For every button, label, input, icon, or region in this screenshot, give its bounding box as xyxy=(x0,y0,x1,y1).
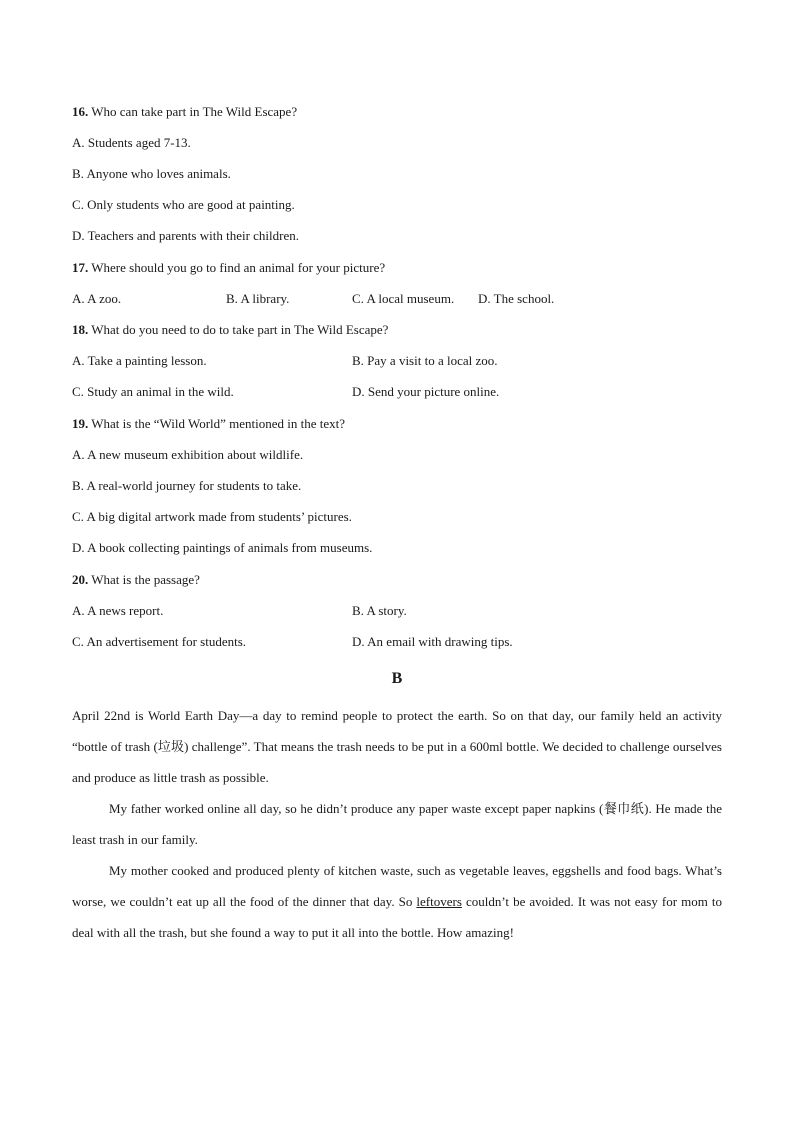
question-number: 20. xyxy=(72,572,89,587)
q20-option-a: A. A news report. xyxy=(72,603,164,618)
question-text: What is the passage? xyxy=(88,572,200,587)
q18-option-c: C. Study an animal in the wild. xyxy=(72,384,234,399)
question-text: What is the “Wild World” mentioned in the text? xyxy=(88,416,346,431)
q19-option-c: C. A big digital artwork made from students’ pictures. xyxy=(72,509,352,524)
question-number: 18. xyxy=(72,322,89,337)
underlined-word-leftovers: leftovers xyxy=(416,894,462,909)
q17-option-a: A. A zoo. xyxy=(72,291,122,306)
q19-option-d: D. A book collecting paintings of animals from museums. xyxy=(72,540,373,555)
question-text: What do you need to do to take part in The Wild Escape? xyxy=(88,322,389,337)
q18-option-a: A. Take a painting lesson. xyxy=(72,353,207,368)
question-number: 17. xyxy=(72,260,89,275)
question-text: Who can take part in The Wild Escape? xyxy=(88,104,298,119)
paragraph-text: couldn’t be avoided. It was not easy for mom to deal with all the trash, but she found a way to put it all into the bottle. How amazing! xyxy=(72,894,722,940)
q20-option-d: D. An email with drawing tips. xyxy=(352,634,513,649)
q16-option-a: A. Students aged 7-13. xyxy=(72,135,191,150)
section-b-paragraph-1: April 22nd is World Earth Day—a day to remind people to protect the earth. So on that day, our family held an activity “bottle of trash (垃圾) challenge”. That means the trash needs to be put in a 600ml bottle. We decided to challenge ourselves and produce as little trash as possible. xyxy=(72,708,722,785)
q20-option-c: C. An advertisement for students. xyxy=(72,634,247,649)
question-number: 19. xyxy=(72,416,89,431)
section-b-paragraph-3 xyxy=(72,855,722,948)
question-text: Where should you go to find an animal for your picture? xyxy=(88,260,386,275)
section-b-paragraph-2: My father worked online all day, so he didn’t produce any paper waste except paper napkins (餐巾纸). He made the least trash in our family. xyxy=(72,801,722,847)
question-17-stem xyxy=(72,260,385,276)
paragraph-text: My mother cooked and produced plenty of kitchen waste, such as vegetable leaves, eggshells and food bags. What’s worse, we couldn’t eat up all the food of the dinner that day. So xyxy=(72,863,722,909)
q19-option-b: B. A real-world journey for students to take. xyxy=(72,478,302,493)
q17-option-d: D. The school. xyxy=(478,291,555,306)
q18-option-d: D. Send your picture online. xyxy=(352,384,500,399)
section-b-heading: B xyxy=(391,670,403,687)
q17-option-c: C. A local museum. xyxy=(352,291,455,306)
question-number: 16. xyxy=(72,104,89,119)
q16-option-d: D. Teachers and parents with their children. xyxy=(72,228,299,243)
q16-option-c: C. Only students who are good at painting. xyxy=(72,197,295,212)
q19-option-a: A. A new museum exhibition about wildlife. xyxy=(72,447,304,462)
question-20-stem xyxy=(72,572,200,588)
q17-option-b: B. A library. xyxy=(226,291,290,306)
question-19-stem xyxy=(72,416,345,432)
question-16-stem xyxy=(72,104,297,120)
q20-option-b: B. A story. xyxy=(352,603,407,618)
q16-option-b: B. Anyone who loves animals. xyxy=(72,166,231,181)
question-18-stem xyxy=(72,322,388,338)
q18-option-b: B. Pay a visit to a local zoo. xyxy=(352,353,498,368)
